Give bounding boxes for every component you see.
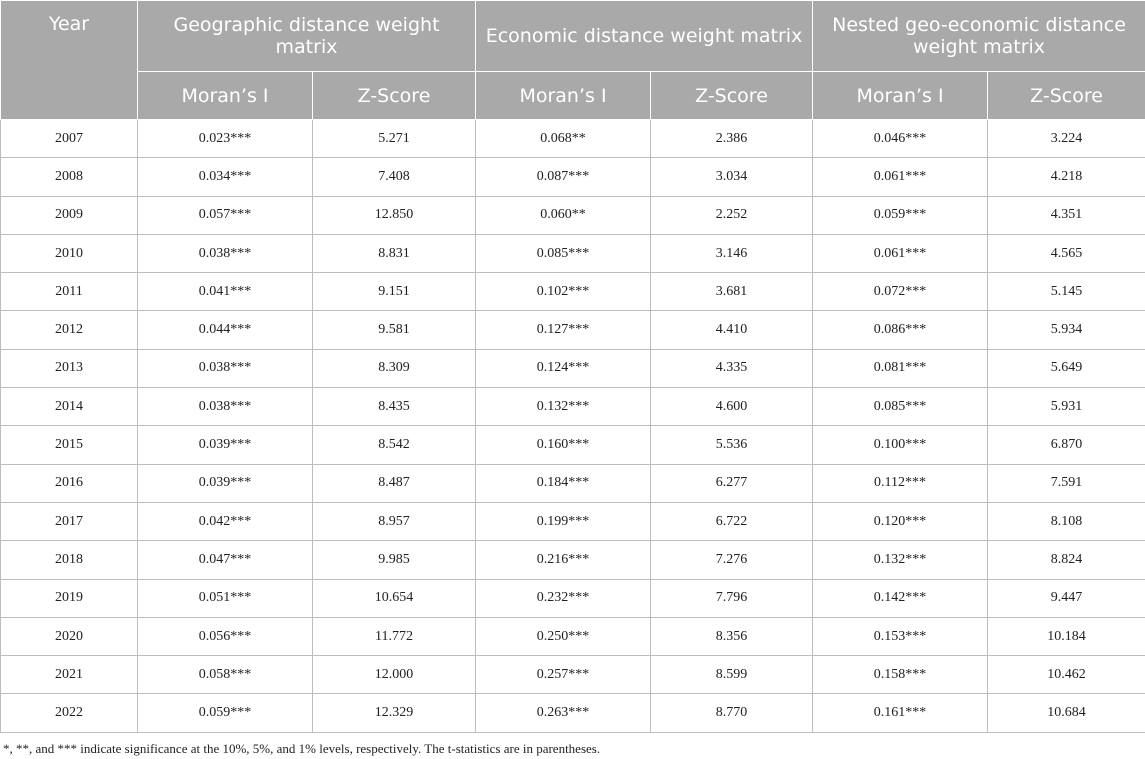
- nested-zscore-cell: 6.870: [988, 426, 1145, 464]
- economic-zscore-cell: 8.599: [651, 656, 813, 694]
- geographic-zscore-cell: 11.772: [313, 617, 476, 655]
- geographic-moran-cell: 0.042***: [138, 502, 313, 540]
- economic-zscore-cell: 6.722: [651, 502, 813, 540]
- geographic-moran-cell: 0.041***: [138, 273, 313, 311]
- group-header-economic: Economic distance weight matrix: [476, 1, 813, 72]
- nested-moran-cell: 0.153***: [813, 617, 988, 655]
- nested-moran-cell: 0.086***: [813, 311, 988, 349]
- table-row: [1, 426, 1145, 464]
- subheader-zscore-economic: Z-Score: [651, 72, 813, 120]
- economic-moran-cell: 0.124***: [476, 349, 651, 387]
- economic-moran-cell: 0.068**: [476, 120, 651, 158]
- economic-zscore-cell: 4.335: [651, 349, 813, 387]
- economic-moran-cell: 0.087***: [476, 158, 651, 196]
- nested-moran-cell: 0.061***: [813, 158, 988, 196]
- economic-moran-cell: 0.102***: [476, 273, 651, 311]
- year-cell: 2008: [1, 158, 138, 196]
- year-cell: 2009: [1, 196, 138, 234]
- economic-moran-cell: 0.263***: [476, 694, 651, 732]
- economic-zscore-cell: 2.386: [651, 120, 813, 158]
- economic-zscore-cell: 7.276: [651, 541, 813, 579]
- economic-moran-cell: 0.250***: [476, 617, 651, 655]
- year-cell: 2011: [1, 273, 138, 311]
- year-cell: 2019: [1, 579, 138, 617]
- economic-moran-cell: 0.184***: [476, 464, 651, 502]
- nested-zscore-cell: 5.931: [988, 388, 1145, 426]
- geographic-zscore-cell: 12.000: [313, 656, 476, 694]
- economic-zscore-cell: 3.034: [651, 158, 813, 196]
- table-row: [1, 617, 1145, 655]
- nested-moran-cell: 0.158***: [813, 656, 988, 694]
- geographic-moran-cell: 0.058***: [138, 656, 313, 694]
- geographic-moran-cell: 0.059***: [138, 694, 313, 732]
- geographic-zscore-cell: 10.654: [313, 579, 476, 617]
- nested-zscore-cell: 5.934: [988, 311, 1145, 349]
- geographic-moran-cell: 0.034***: [138, 158, 313, 196]
- table-row: [1, 196, 1145, 234]
- nested-moran-cell: 0.059***: [813, 196, 988, 234]
- nested-moran-cell: 0.112***: [813, 464, 988, 502]
- economic-moran-cell: 0.160***: [476, 426, 651, 464]
- geographic-moran-cell: 0.044***: [138, 311, 313, 349]
- economic-moran-cell: 0.127***: [476, 311, 651, 349]
- table-header: [1, 1, 1145, 120]
- nested-moran-cell: 0.072***: [813, 273, 988, 311]
- economic-moran-cell: 0.132***: [476, 388, 651, 426]
- economic-zscore-cell: 4.600: [651, 388, 813, 426]
- year-cell: 2017: [1, 502, 138, 540]
- table-row: [1, 234, 1145, 272]
- year-cell: 2012: [1, 311, 138, 349]
- economic-moran-cell: 0.199***: [476, 502, 651, 540]
- subheader-moran-economic: Moran’s I: [476, 72, 651, 120]
- economic-zscore-cell: 6.277: [651, 464, 813, 502]
- geographic-zscore-cell: 12.329: [313, 694, 476, 732]
- year-cell: 2015: [1, 426, 138, 464]
- economic-zscore-cell: 8.356: [651, 617, 813, 655]
- year-cell: 2014: [1, 388, 138, 426]
- geographic-zscore-cell: 9.985: [313, 541, 476, 579]
- year-cell: 2018: [1, 541, 138, 579]
- economic-moran-cell: 0.216***: [476, 541, 651, 579]
- nested-zscore-cell: 4.565: [988, 234, 1145, 272]
- table-body: [1, 120, 1145, 733]
- subheader-zscore-nested: Z-Score: [988, 72, 1145, 120]
- nested-zscore-cell: 4.351: [988, 196, 1145, 234]
- nested-zscore-cell: 8.824: [988, 541, 1145, 579]
- year-cell: 2020: [1, 617, 138, 655]
- geographic-zscore-cell: 8.542: [313, 426, 476, 464]
- economic-moran-cell: 0.232***: [476, 579, 651, 617]
- economic-zscore-cell: 8.770: [651, 694, 813, 732]
- geographic-moran-cell: 0.056***: [138, 617, 313, 655]
- geographic-moran-cell: 0.023***: [138, 120, 313, 158]
- economic-zscore-cell: 3.681: [651, 273, 813, 311]
- nested-moran-cell: 0.100***: [813, 426, 988, 464]
- year-header: Year: [1, 1, 138, 120]
- nested-zscore-cell: 5.649: [988, 349, 1145, 387]
- nested-moran-cell: 0.046***: [813, 120, 988, 158]
- geographic-zscore-cell: 8.435: [313, 388, 476, 426]
- year-cell: 2016: [1, 464, 138, 502]
- geographic-moran-cell: 0.057***: [138, 196, 313, 234]
- geographic-zscore-cell: 5.271: [313, 120, 476, 158]
- geographic-zscore-cell: 8.831: [313, 234, 476, 272]
- geographic-moran-cell: 0.039***: [138, 464, 313, 502]
- geographic-moran-cell: 0.039***: [138, 426, 313, 464]
- economic-zscore-cell: 2.252: [651, 196, 813, 234]
- geographic-zscore-cell: 9.151: [313, 273, 476, 311]
- economic-moran-cell: 0.060**: [476, 196, 651, 234]
- geographic-moran-cell: 0.038***: [138, 349, 313, 387]
- nested-zscore-cell: 4.218: [988, 158, 1145, 196]
- table-row: [1, 120, 1145, 158]
- economic-moran-cell: 0.257***: [476, 656, 651, 694]
- nested-zscore-cell: 7.591: [988, 464, 1145, 502]
- nested-zscore-cell: 5.145: [988, 273, 1145, 311]
- economic-zscore-cell: 7.796: [651, 579, 813, 617]
- nested-zscore-cell: 8.108: [988, 502, 1145, 540]
- geographic-zscore-cell: 12.850: [313, 196, 476, 234]
- geographic-moran-cell: 0.038***: [138, 234, 313, 272]
- table-row: [1, 273, 1145, 311]
- nested-zscore-cell: 3.224: [988, 120, 1145, 158]
- nested-zscore-cell: 9.447: [988, 579, 1145, 617]
- year-cell: 2021: [1, 656, 138, 694]
- subheader-moran-geographic: Moran’s I: [138, 72, 313, 120]
- year-cell: 2007: [1, 120, 138, 158]
- nested-moran-cell: 0.132***: [813, 541, 988, 579]
- nested-moran-cell: 0.161***: [813, 694, 988, 732]
- geographic-zscore-cell: 8.309: [313, 349, 476, 387]
- table-row: [1, 464, 1145, 502]
- table-row: [1, 158, 1145, 196]
- nested-moran-cell: 0.085***: [813, 388, 988, 426]
- table-row: [1, 579, 1145, 617]
- year-cell: 2013: [1, 349, 138, 387]
- economic-zscore-cell: 3.146: [651, 234, 813, 272]
- nested-moran-cell: 0.120***: [813, 502, 988, 540]
- table-row: [1, 311, 1145, 349]
- year-cell: 2010: [1, 234, 138, 272]
- table-row: [1, 388, 1145, 426]
- subheader-zscore-geographic: Z-Score: [313, 72, 476, 120]
- economic-zscore-cell: 4.410: [651, 311, 813, 349]
- table-row: [1, 656, 1145, 694]
- geographic-moran-cell: 0.047***: [138, 541, 313, 579]
- nested-moran-cell: 0.061***: [813, 234, 988, 272]
- economic-zscore-cell: 5.536: [651, 426, 813, 464]
- nested-zscore-cell: 10.684: [988, 694, 1145, 732]
- year-cell: 2022: [1, 694, 138, 732]
- table-row: [1, 694, 1145, 732]
- table-footnote: *, **, and *** indicate significance at the 10%, 5%, and 1% levels, respectively. The t-statistics are in parentheses.: [3, 741, 601, 756]
- nested-moran-cell: 0.081***: [813, 349, 988, 387]
- group-header-nested: Nested geo-economic distance weight matrix: [813, 1, 1145, 72]
- geographic-zscore-cell: 7.408: [313, 158, 476, 196]
- nested-zscore-cell: 10.184: [988, 617, 1145, 655]
- economic-moran-cell: 0.085***: [476, 234, 651, 272]
- table-row: [1, 541, 1145, 579]
- geographic-moran-cell: 0.038***: [138, 388, 313, 426]
- nested-moran-cell: 0.142***: [813, 579, 988, 617]
- geographic-moran-cell: 0.051***: [138, 579, 313, 617]
- geographic-zscore-cell: 8.487: [313, 464, 476, 502]
- group-header-geographic: Geographic distance weight matrix: [138, 1, 476, 72]
- table-row: [1, 502, 1145, 540]
- geographic-zscore-cell: 8.957: [313, 502, 476, 540]
- nested-zscore-cell: 10.462: [988, 656, 1145, 694]
- subheader-moran-nested: Moran’s I: [813, 72, 988, 120]
- table-row: [1, 349, 1145, 387]
- geographic-zscore-cell: 9.581: [313, 311, 476, 349]
